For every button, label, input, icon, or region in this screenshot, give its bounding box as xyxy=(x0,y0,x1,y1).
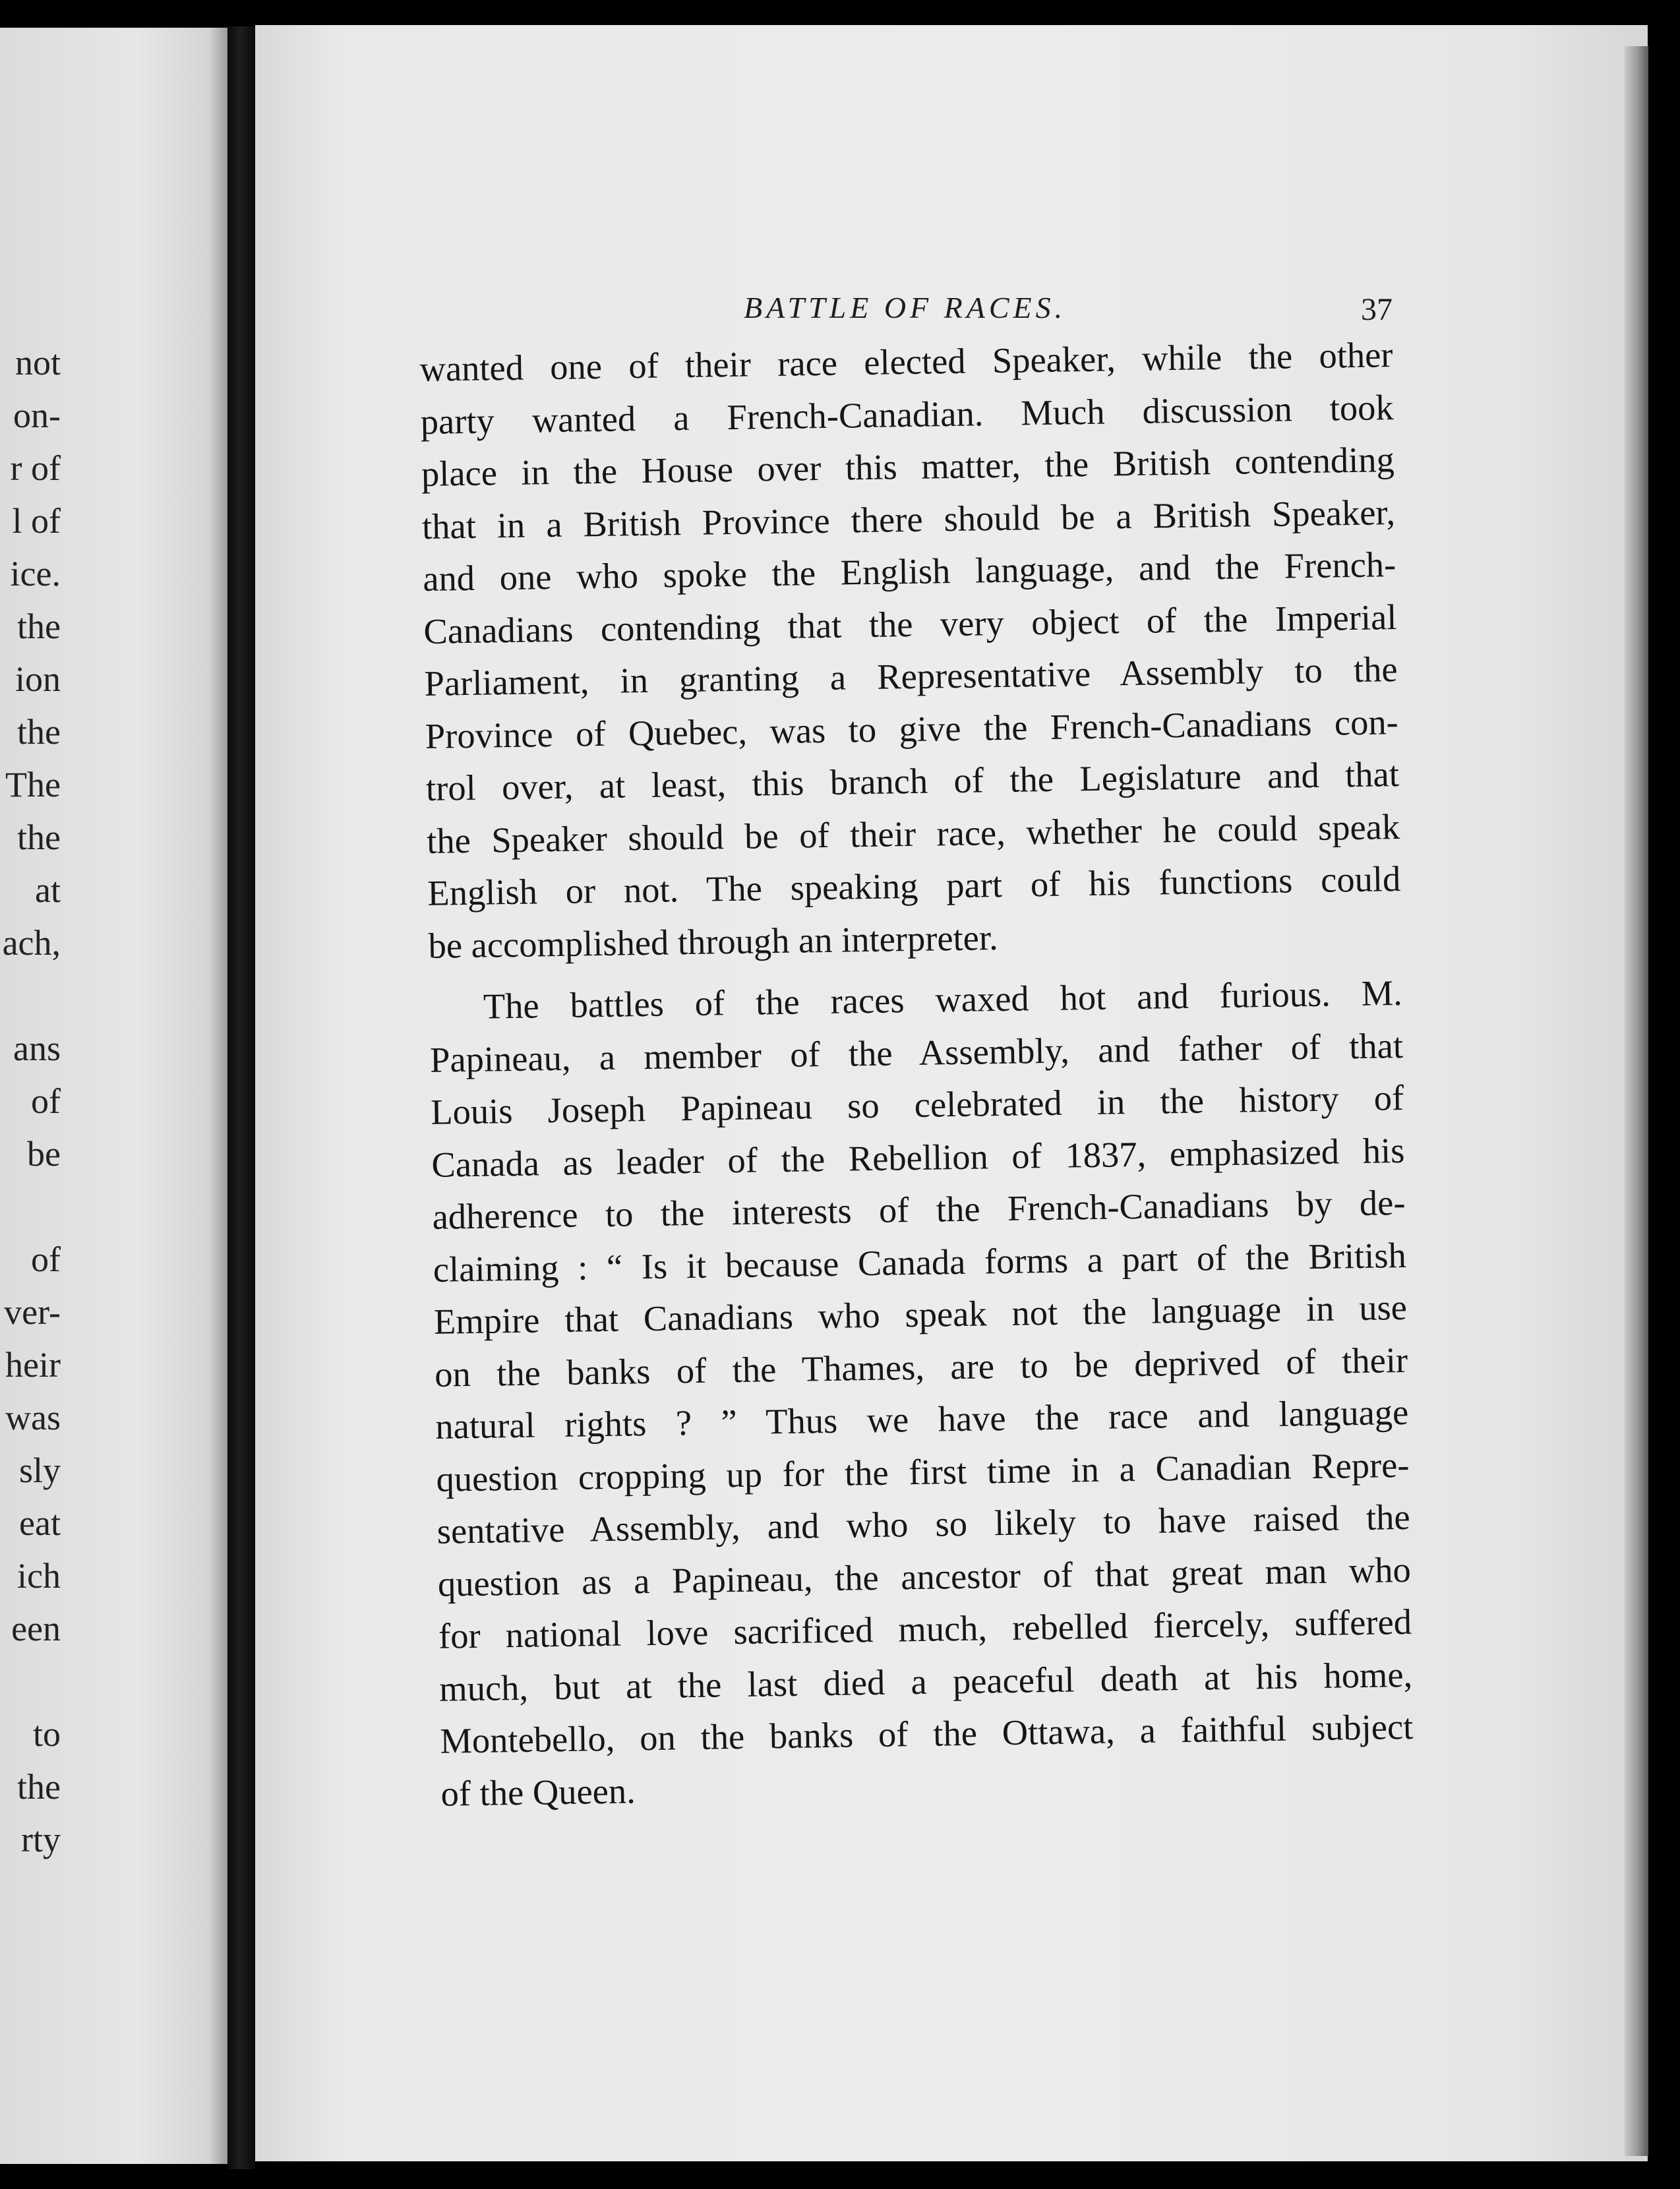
text-line: party wanted a French-Canadian. Much discussion took xyxy=(420,386,1395,442)
fragment: een xyxy=(11,1609,61,1648)
fragment: sly xyxy=(18,1451,61,1490)
fragment: rty xyxy=(21,1820,61,1859)
text-line: place in the House over this matter, the British contending xyxy=(421,439,1395,494)
page-stack-edge xyxy=(1625,46,1648,2156)
fragment: was xyxy=(5,1398,61,1437)
fragment: not xyxy=(15,343,61,382)
text-line: Louis Joseph Papineau so celebrated in the history of xyxy=(430,1077,1404,1132)
paragraph xyxy=(419,328,1402,972)
fragment: of xyxy=(31,1081,61,1121)
fragment: on- xyxy=(13,396,61,435)
text-line: for national love sacrificed much, rebelled fiercely, suffered xyxy=(438,1601,1412,1656)
fragment: of xyxy=(31,1240,61,1279)
paragraph xyxy=(429,967,1414,1820)
book-gutter xyxy=(227,26,255,2169)
fragment: the xyxy=(17,607,61,646)
text-line: Parliament, in granting a Representative Assembly to the xyxy=(424,649,1398,704)
text-line: Canadians contending that the very object of the Imperial xyxy=(423,596,1397,651)
text-line: and one who spoke the English language, and the French- xyxy=(422,544,1396,599)
text-line: be accomplished through an interpreter. xyxy=(428,916,999,966)
text-line: Province of Quebec, was to give the French-Canadians con- xyxy=(425,701,1399,756)
fragment: the xyxy=(17,712,61,752)
text-line: question cropping up for the first time in a Canadian Repre- xyxy=(436,1444,1410,1499)
fragment: to xyxy=(32,1714,61,1754)
text-line: natural rights ? ” Thus we have the race and language xyxy=(435,1391,1409,1447)
text-line: Empire that Canadians who speak not the language in use xyxy=(433,1286,1408,1342)
text-line: Montebello, on the banks of the Ottawa, a faithful subject xyxy=(440,1706,1414,1761)
text-line: on the banks of the Thames, are to be deprived of their xyxy=(434,1339,1408,1394)
text-line: Papineau, a member of the Assembly, and father of that xyxy=(429,1025,1404,1080)
fragment: the xyxy=(17,1767,61,1807)
text-line: adherence to the interests of the French-Canadians by de- xyxy=(432,1182,1406,1237)
running-title: BATTLE OF RACES. xyxy=(744,291,1067,324)
body-text xyxy=(419,328,1414,1820)
text-line: that in a British Province there should be a British Speaker, xyxy=(421,491,1396,547)
fragment: ich xyxy=(17,1556,61,1596)
previous-page-text-fragments xyxy=(0,28,61,2164)
text-line: question as a Papineau, the ancestor of that great man who xyxy=(437,1549,1412,1604)
text-line: Canada as leader of the Rebellion of 1837, emphasized his xyxy=(431,1129,1405,1185)
fragment: be xyxy=(27,1134,61,1174)
text-line: wanted one of their race elected Speaker, while the other xyxy=(419,334,1393,389)
text-line: claiming : “ Is it because Canada forms a part of the British xyxy=(433,1234,1407,1290)
fragment: ans xyxy=(13,1029,61,1068)
fragment: at xyxy=(35,870,61,910)
fragment: ice. xyxy=(10,554,61,593)
text-line: much, but at the last died a peaceful death at his home, xyxy=(438,1654,1413,1709)
text-line: English or not. The speaking part of his functions could xyxy=(427,858,1401,913)
text-line: of the Queen. xyxy=(440,1770,636,1814)
fragment: ach, xyxy=(2,923,61,963)
fragment: eat xyxy=(19,1503,61,1543)
text-line: The battles of the races waxed hot and furious. M. xyxy=(483,972,1403,1027)
previous-page-edge xyxy=(0,28,227,2164)
text-line: the Speaker should be of their race, whether he could speak xyxy=(426,806,1400,861)
fragment: ion xyxy=(15,659,61,699)
fragment: r of xyxy=(10,448,61,488)
text-line: sentative Assembly, and who so likely to have raised the xyxy=(436,1496,1411,1551)
page-number: 37 xyxy=(1361,292,1393,327)
fragment: ver- xyxy=(4,1292,61,1332)
text-line: trol over, at least, this branch of the Legislature and that xyxy=(425,754,1400,808)
fragment: l of xyxy=(12,501,61,541)
fragment: the xyxy=(17,818,61,857)
fragment: heir xyxy=(5,1345,61,1385)
fragment: The xyxy=(5,765,61,804)
